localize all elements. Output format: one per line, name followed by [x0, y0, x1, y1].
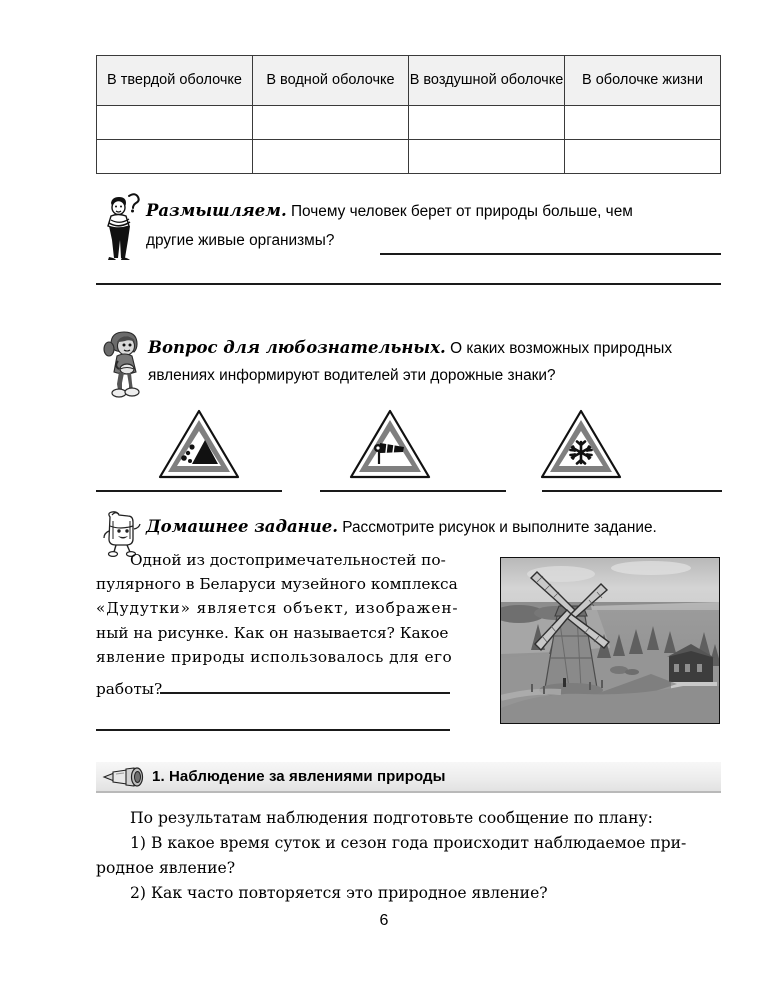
- homework-line: пулярного в Беларуси музейного комплекса: [96, 575, 458, 594]
- table-header-cell: В воздушной оболочке: [409, 56, 565, 106]
- table-cell[interactable]: [565, 106, 721, 140]
- homework-line: Одной из достопримечательностей по-: [130, 551, 446, 569]
- homework-answer-line-1[interactable]: [160, 692, 450, 694]
- section-title: 1. Наблюдение за явлениями природы: [152, 768, 446, 785]
- homework-lead: Домашнее задание.: [146, 517, 338, 536]
- homework-heading: [146, 512, 726, 542]
- plan-item-1-line-2: родное явление?: [96, 859, 236, 877]
- reflect-answer-line-2[interactable]: [96, 283, 721, 285]
- plan-item-2: 2) Как часто повторяется это природное явление?: [130, 884, 548, 902]
- sign-answer-line-3[interactable]: [542, 490, 722, 492]
- reflect-text-part1: Почему человек берет от природы больше, чем: [290, 203, 633, 220]
- homework-line: работы?: [96, 680, 163, 699]
- table-row: [97, 106, 721, 140]
- plan-intro: По результатам наблюдения подготовьте сообщение по плану:: [130, 809, 653, 827]
- table-header-row: [97, 56, 721, 106]
- section-header-observation: [96, 762, 721, 793]
- homework-intro: Рассмотрите рисунок и выполните задание.: [342, 519, 657, 536]
- table-cell[interactable]: [409, 106, 565, 140]
- homework-line: «Дудутки» является объект, изображен-: [96, 599, 459, 618]
- table-header-cell: В водной оболочке: [253, 56, 409, 106]
- table-cell[interactable]: [97, 106, 253, 140]
- table-cell[interactable]: [565, 140, 721, 174]
- snowflake-sign: [538, 407, 624, 483]
- curious-question-line2: [148, 361, 556, 390]
- reflect-answer-line-1[interactable]: [380, 253, 721, 255]
- observation-plan: [96, 806, 723, 906]
- sign-answer-line-1[interactable]: [96, 490, 282, 492]
- homework-answer-line-2[interactable]: [96, 729, 450, 731]
- table-cell[interactable]: [253, 106, 409, 140]
- reflect-question-line1: [146, 196, 726, 226]
- crosswind-sign: [347, 407, 433, 483]
- plan-item-1-line-1: 1) В какое время суток и сезон года происходит наблюдаемое при-: [130, 834, 687, 852]
- curious-text-part1: О каких возможных природных: [450, 340, 673, 357]
- table-row: [97, 140, 721, 174]
- sign-answer-line-2[interactable]: [320, 490, 506, 492]
- homework-line: ный на рисунке. Как он называется? Какое: [96, 623, 449, 642]
- reflect-text-part2: другие живые организмы?: [146, 232, 335, 249]
- thinking-person-icon: [98, 190, 144, 262]
- shells-table: [96, 55, 721, 174]
- table-header-cell: В твердой оболочке: [97, 56, 253, 106]
- girl-with-ball-icon: [99, 328, 151, 400]
- windmill-photo: [500, 557, 720, 724]
- homework-paragraph: [96, 548, 484, 701]
- spyglass-icon: [100, 766, 146, 788]
- homework-line: явление природы использовалось для его: [96, 647, 453, 666]
- table-cell[interactable]: [97, 140, 253, 174]
- table-cell[interactable]: [253, 140, 409, 174]
- table-header-cell: В оболочке жизни: [565, 56, 721, 106]
- table-cell[interactable]: [409, 140, 565, 174]
- curious-text-part2: явлениях информируют водителей эти дорожные знаки?: [148, 367, 556, 384]
- reflect-lead: Размышляем.: [146, 201, 287, 220]
- falling-rocks-sign: [156, 407, 242, 483]
- reflect-question-line2: [146, 226, 334, 255]
- page-number: 6: [379, 912, 389, 929]
- curious-lead: Вопрос для любознательных.: [148, 338, 446, 357]
- curious-question-line1: [148, 333, 728, 363]
